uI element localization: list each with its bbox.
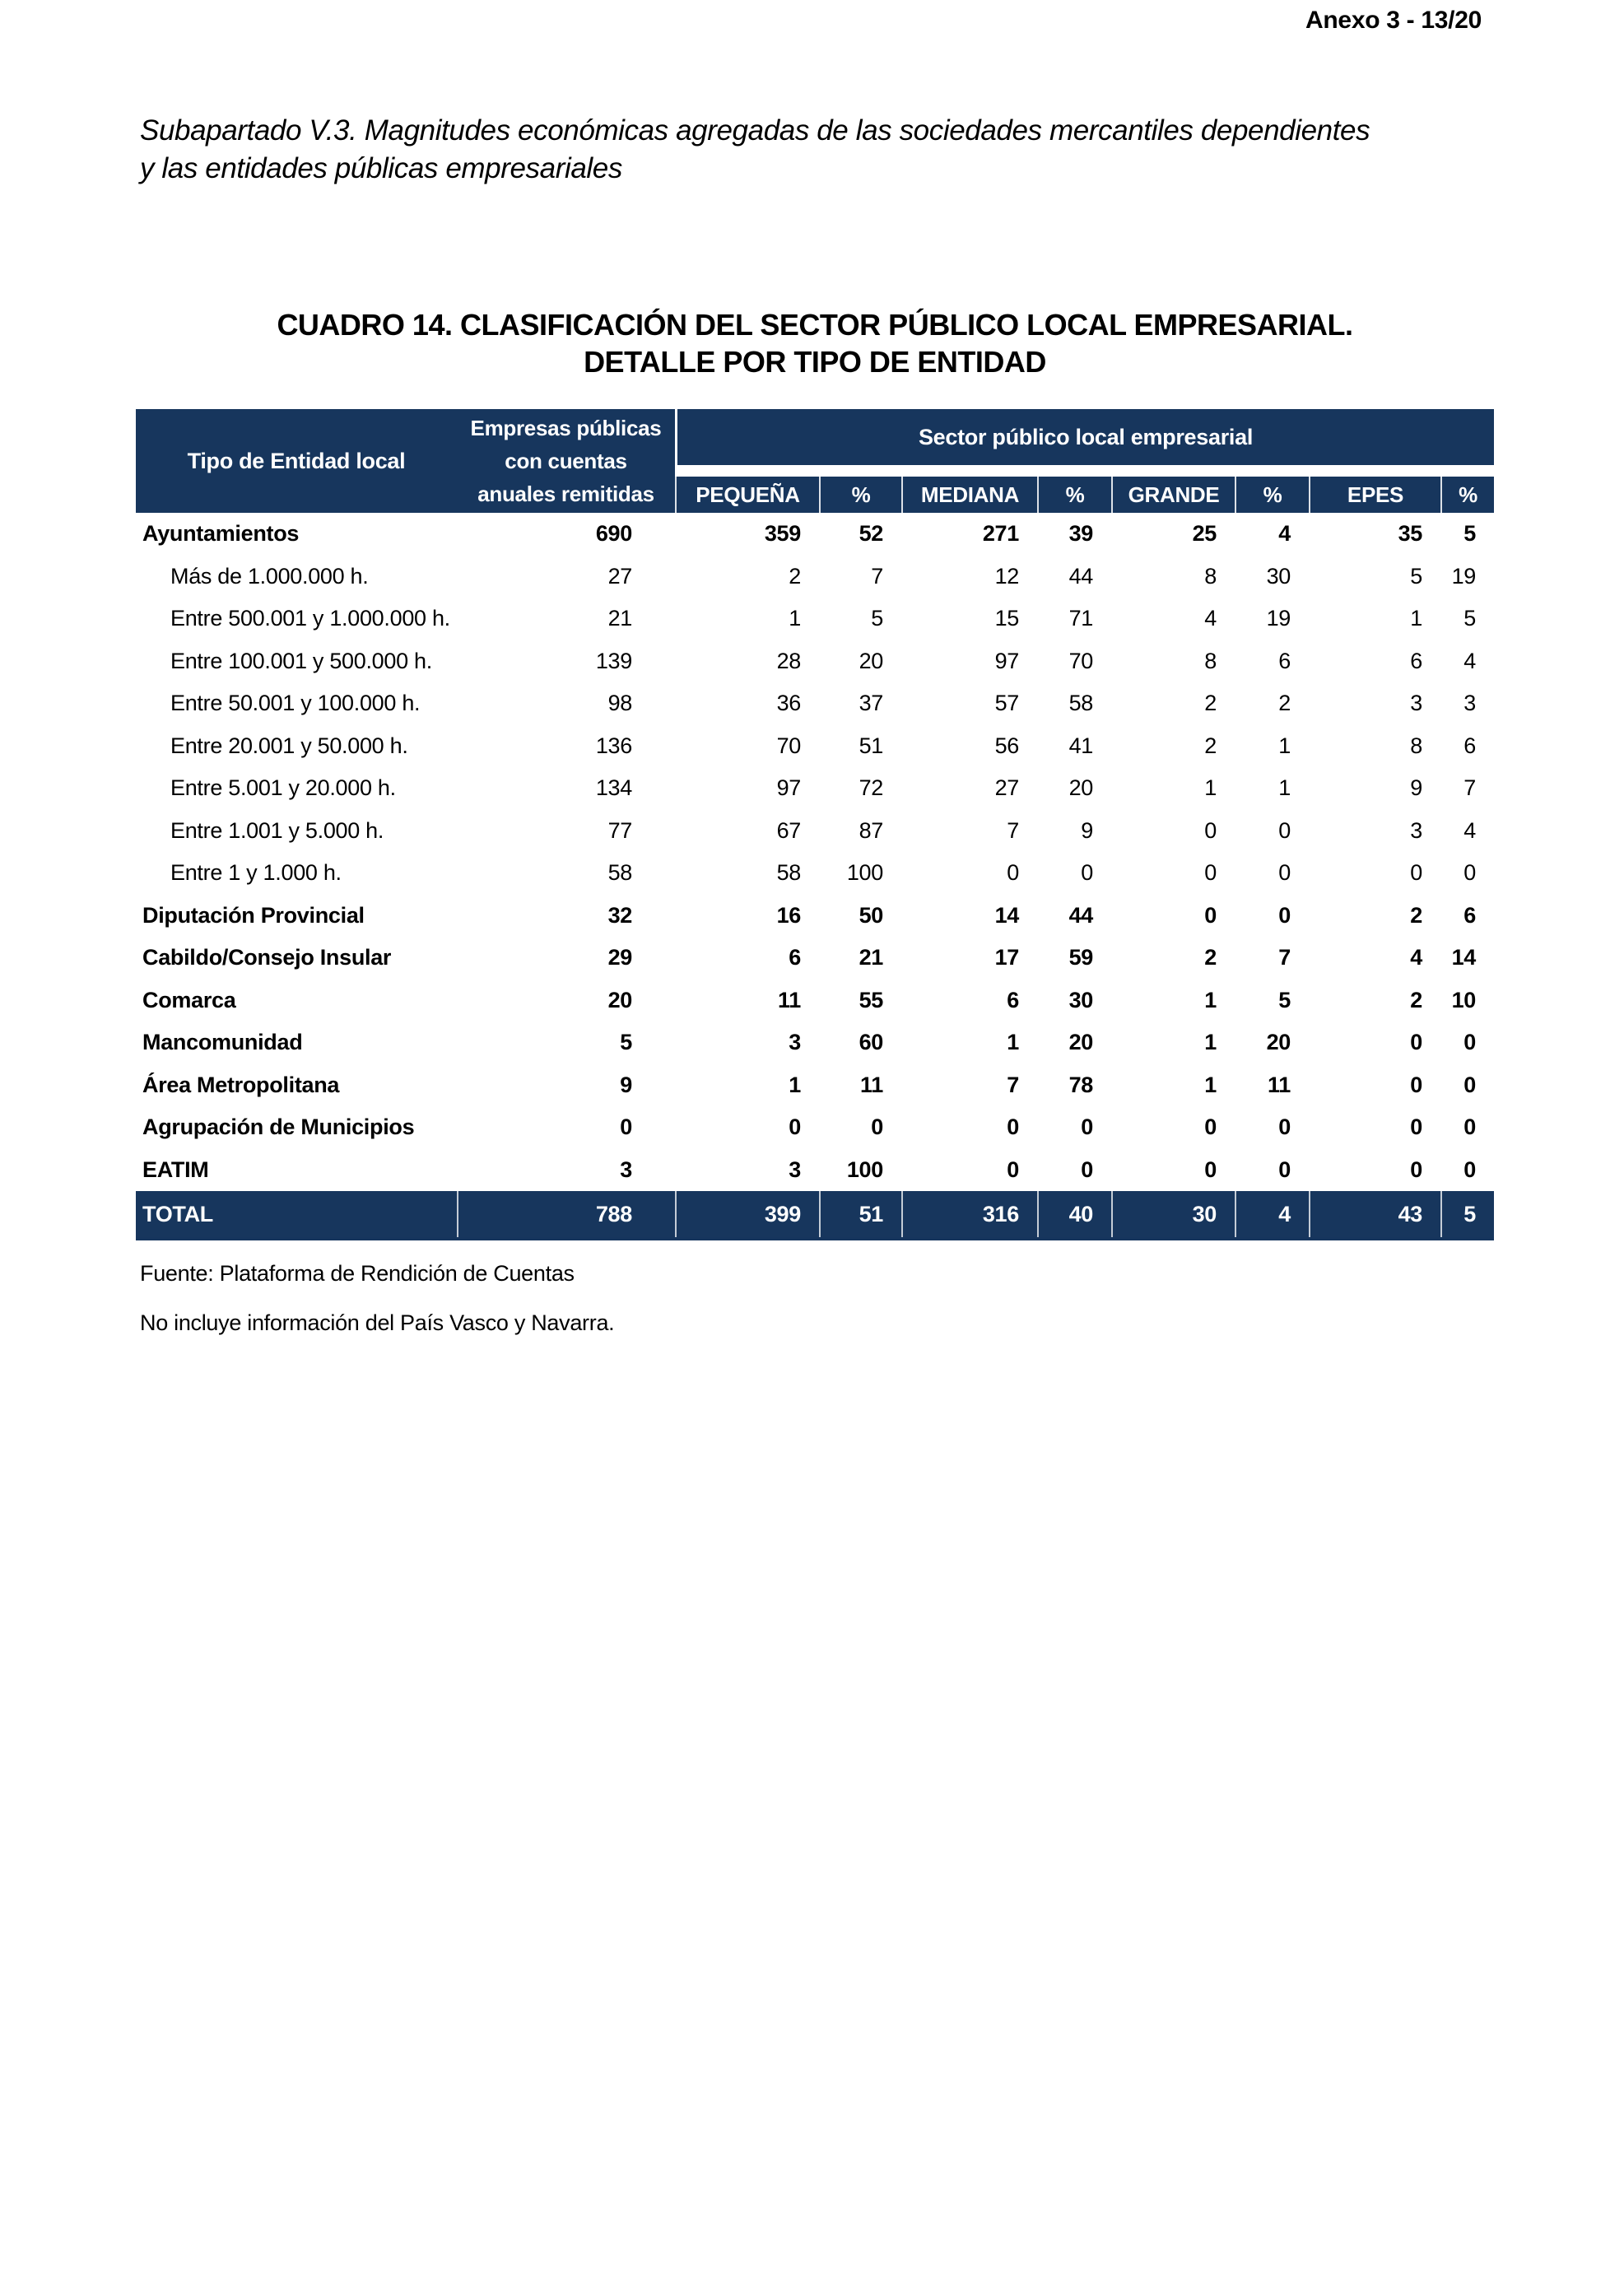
cell-value: 6 xyxy=(1463,902,1476,928)
cell-value: 3 xyxy=(1410,817,1422,843)
row-label: Más de 1.000.000 h. xyxy=(170,563,369,589)
cell-value: 78 xyxy=(1068,1072,1093,1097)
cell-value: 44 xyxy=(1068,563,1093,589)
cell-value: 0 xyxy=(1204,860,1217,886)
cell-value: 3 xyxy=(789,1156,801,1182)
table-row xyxy=(136,1106,1494,1149)
cell-value: 2 xyxy=(1278,691,1291,716)
cell-value: 1 xyxy=(1410,606,1422,631)
table-title-line2: DETALLE POR TIPO DE ENTIDAD xyxy=(584,345,1046,379)
column-header-pequena: PEQUEÑA xyxy=(675,477,819,513)
cell-value: 44 xyxy=(1068,902,1093,928)
cell-value: 6 xyxy=(1463,733,1476,758)
table-title-line1: CUADRO 14. CLASIFICACIÓN DEL SECTOR PÚBLICO LOCAL EMPRESARIAL. xyxy=(277,308,1353,342)
cell-value: 20 xyxy=(1266,1030,1291,1055)
row-label: Entre 500.001 y 1.000.000 h. xyxy=(170,606,450,631)
total-value: 788 xyxy=(457,1191,675,1237)
cell-value: 3 xyxy=(1463,691,1476,716)
table-row xyxy=(136,937,1494,980)
cell-value: 1 xyxy=(1278,733,1291,758)
cell-value: 25 xyxy=(1192,521,1217,547)
column-header-pequena-pct: % xyxy=(819,477,901,513)
cell-value: 1 xyxy=(1007,1030,1019,1055)
cell-value: 100 xyxy=(846,860,883,886)
cell-value: 19 xyxy=(1451,563,1476,589)
table-row xyxy=(136,598,1494,640)
cell-value: 0 xyxy=(1278,1156,1291,1182)
cell-value: 7 xyxy=(1007,817,1019,843)
row-label: Cabildo/Consejo Insular xyxy=(142,945,392,970)
cell-value: 32 xyxy=(607,902,632,928)
cell-value: 2 xyxy=(789,563,801,589)
cell-value: 7 xyxy=(1007,1072,1019,1097)
scope-note: No incluye información del País Vasco y Navarra. xyxy=(140,1310,615,1335)
cell-value: 359 xyxy=(764,521,801,547)
row-label: Entre 50.001 y 100.000 h. xyxy=(170,691,421,716)
cell-value: 12 xyxy=(994,563,1019,589)
cell-value: 0 xyxy=(1410,860,1422,886)
column-header-entity-type: Tipo de Entidad local xyxy=(136,409,457,513)
table-row xyxy=(136,895,1494,938)
cell-value: 97 xyxy=(776,775,801,801)
table-row xyxy=(136,1022,1494,1064)
table-row xyxy=(136,1149,1494,1192)
cell-value: 0 xyxy=(1463,860,1476,886)
source-note: Fuente: Plataforma de Rendición de Cuentas xyxy=(140,1261,575,1286)
cell-value: 7 xyxy=(1463,775,1476,801)
row-label: Comarca xyxy=(142,987,236,1012)
column-header-epes: EPES xyxy=(1309,477,1440,513)
row-label: Diputación Provincial xyxy=(142,902,365,928)
total-value: 43 xyxy=(1309,1191,1440,1237)
column-header-grande: GRANDE xyxy=(1111,477,1235,513)
group-header-sector: Sector público local empresarial xyxy=(675,409,1494,465)
cell-value: 11 xyxy=(778,987,801,1012)
table-row xyxy=(136,852,1494,895)
cell-value: 39 xyxy=(1068,521,1093,547)
table-body xyxy=(136,513,1494,1191)
cell-value: 4 xyxy=(1278,521,1291,547)
cell-value: 3 xyxy=(620,1156,632,1182)
cell-value: 1 xyxy=(789,1072,801,1097)
cell-value: 100 xyxy=(846,1156,883,1182)
cell-value: 9 xyxy=(1410,775,1422,801)
cell-value: 0 xyxy=(1278,860,1291,886)
cell-value: 58 xyxy=(776,860,801,886)
cell-value: 0 xyxy=(1007,1156,1019,1182)
total-value: 399 xyxy=(675,1191,819,1237)
cell-value: 30 xyxy=(1266,563,1291,589)
cell-value: 72 xyxy=(859,775,883,801)
cell-value: 9 xyxy=(620,1072,632,1097)
cell-value: 5 xyxy=(1278,987,1291,1012)
cell-value: 59 xyxy=(1068,945,1093,970)
cell-value: 0 xyxy=(1463,1156,1476,1182)
table-row xyxy=(136,682,1494,725)
row-label: Entre 1.001 y 5.000 h. xyxy=(170,817,384,843)
row-label: Agrupación de Municipios xyxy=(142,1115,415,1140)
cell-value: 1 xyxy=(1204,775,1217,801)
cell-value: 0 xyxy=(1463,1030,1476,1055)
table-total-row xyxy=(136,1191,1494,1240)
cell-value: 4 xyxy=(1410,945,1422,970)
cell-value: 3 xyxy=(1410,691,1422,716)
row-label: Entre 1 y 1.000 h. xyxy=(170,860,342,886)
cell-value: 20 xyxy=(1068,1030,1093,1055)
cell-value: 0 xyxy=(1204,1115,1217,1140)
header-divider xyxy=(675,465,1494,477)
table-row xyxy=(136,810,1494,853)
cell-value: 28 xyxy=(776,648,801,673)
cell-value: 71 xyxy=(1068,606,1093,631)
cell-value: 37 xyxy=(859,691,883,716)
cell-value: 0 xyxy=(1410,1115,1422,1140)
cell-value: 1 xyxy=(1204,1030,1217,1055)
cell-value: 19 xyxy=(1266,606,1291,631)
cell-value: 21 xyxy=(607,606,632,631)
cell-value: 0 xyxy=(1081,1156,1093,1182)
cell-value: 0 xyxy=(1204,817,1217,843)
cell-value: 2 xyxy=(1204,691,1217,716)
total-value: 30 xyxy=(1111,1191,1235,1237)
cell-value: 134 xyxy=(595,775,632,801)
cell-value: 58 xyxy=(607,860,632,886)
table-row xyxy=(136,640,1494,683)
cell-value: 4 xyxy=(1204,606,1217,631)
cell-value: 139 xyxy=(595,648,632,673)
cell-value: 67 xyxy=(776,817,801,843)
cell-value: 8 xyxy=(1204,648,1217,673)
table-row xyxy=(136,513,1494,556)
cell-value: 0 xyxy=(1204,902,1217,928)
cell-value: 14 xyxy=(1451,945,1476,970)
cell-value: 11 xyxy=(860,1072,883,1097)
total-value: 4 xyxy=(1235,1191,1309,1237)
cell-value: 57 xyxy=(994,691,1019,716)
table-row xyxy=(136,1064,1494,1107)
cell-value: 20 xyxy=(1068,775,1093,801)
column-header-grande-pct: % xyxy=(1235,477,1309,513)
cell-value: 4 xyxy=(1463,648,1476,673)
cell-value: 98 xyxy=(607,691,632,716)
cell-value: 0 xyxy=(1081,1115,1093,1140)
cell-value: 27 xyxy=(994,775,1019,801)
section-subtitle-line1: Subapartado V.3. Magnitudes económicas agregadas de las sociedades mercantiles dependientes xyxy=(140,114,1370,147)
cell-value: 2 xyxy=(1410,902,1422,928)
cell-value: 20 xyxy=(859,648,883,673)
cell-value: 50 xyxy=(859,902,883,928)
cell-value: 0 xyxy=(1410,1156,1422,1182)
cell-value: 136 xyxy=(595,733,632,758)
cell-value: 20 xyxy=(607,987,632,1012)
row-label: Ayuntamientos xyxy=(142,521,300,547)
cell-value: 16 xyxy=(776,902,801,928)
cell-value: 77 xyxy=(607,817,632,843)
cell-value: 30 xyxy=(1068,987,1093,1012)
cell-value: 70 xyxy=(1068,648,1093,673)
cell-value: 271 xyxy=(982,521,1019,547)
cell-value: 56 xyxy=(994,733,1019,758)
cell-value: 55 xyxy=(859,987,883,1012)
cell-value: 0 xyxy=(1204,1156,1217,1182)
cell-value: 5 xyxy=(1463,606,1476,631)
column-header-epes-pct: % xyxy=(1440,477,1494,513)
section-subtitle-line2: y las entidades públicas empresariales xyxy=(140,152,622,185)
cell-value: 2 xyxy=(1410,987,1422,1012)
cell-value: 29 xyxy=(607,945,632,970)
cell-value: 3 xyxy=(789,1030,801,1055)
cell-value: 6 xyxy=(1410,648,1422,673)
cell-value: 11 xyxy=(1268,1072,1291,1097)
table-row xyxy=(136,980,1494,1022)
total-label: TOTAL xyxy=(142,1201,213,1226)
row-label: Entre 100.001 y 500.000 h. xyxy=(170,648,432,673)
cell-value: 60 xyxy=(859,1030,883,1055)
cell-value: 5 xyxy=(620,1030,632,1055)
cell-value: 51 xyxy=(859,733,883,758)
total-value: 40 xyxy=(1037,1191,1111,1237)
total-value: 51 xyxy=(819,1191,901,1237)
cell-value: 27 xyxy=(607,563,632,589)
table-row xyxy=(136,767,1494,810)
column-header-mediana-pct: % xyxy=(1037,477,1111,513)
cell-value: 6 xyxy=(1007,987,1019,1012)
row-label: Área Metropolitana xyxy=(142,1072,340,1097)
cell-value: 1 xyxy=(1204,1072,1217,1097)
cell-value: 70 xyxy=(776,733,801,758)
column-header-remitted-accounts: Empresas públicas con cuentas anuales remitidas xyxy=(457,409,675,513)
cell-value: 0 xyxy=(1278,1115,1291,1140)
cell-value: 5 xyxy=(1410,563,1422,589)
cell-value: 58 xyxy=(1068,691,1093,716)
cell-value: 0 xyxy=(1463,1115,1476,1140)
cell-value: 0 xyxy=(1410,1030,1422,1055)
cell-value: 690 xyxy=(595,521,632,547)
cell-value: 2 xyxy=(1204,733,1217,758)
cell-value: 7 xyxy=(871,563,883,589)
row-label: Entre 20.001 y 50.000 h. xyxy=(170,733,408,758)
cell-value: 5 xyxy=(1463,521,1476,547)
cell-value: 0 xyxy=(1278,817,1291,843)
cell-value: 35 xyxy=(1398,521,1422,547)
cell-value: 6 xyxy=(789,945,801,970)
section-subtitle xyxy=(140,112,1523,188)
cell-value: 5 xyxy=(871,606,883,631)
cell-value: 9 xyxy=(1081,817,1093,843)
row-label: Mancomunidad xyxy=(142,1030,303,1055)
table-row xyxy=(136,725,1494,768)
cell-value: 97 xyxy=(994,648,1019,673)
data-table xyxy=(136,409,1494,1240)
cell-value: 21 xyxy=(859,945,883,970)
cell-value: 0 xyxy=(1007,1115,1019,1140)
total-value: 316 xyxy=(901,1191,1037,1237)
cell-value: 14 xyxy=(994,902,1019,928)
cell-value: 87 xyxy=(859,817,883,843)
cell-value: 6 xyxy=(1278,648,1291,673)
cell-value: 1 xyxy=(789,606,801,631)
cell-value: 0 xyxy=(871,1115,883,1140)
cell-value: 1 xyxy=(1278,775,1291,801)
cell-value: 17 xyxy=(994,945,1019,970)
cell-value: 7 xyxy=(1278,945,1291,970)
cell-value: 36 xyxy=(776,691,801,716)
table-header xyxy=(136,409,1494,513)
table-title xyxy=(136,306,1494,380)
table-row xyxy=(136,556,1494,598)
cell-value: 15 xyxy=(994,606,1019,631)
row-label: EATIM xyxy=(142,1156,209,1182)
cell-value: 0 xyxy=(1463,1072,1476,1097)
page-number: Anexo 3 - 13/20 xyxy=(1305,7,1482,34)
cell-value: 0 xyxy=(620,1115,632,1140)
cell-value: 0 xyxy=(1081,860,1093,886)
column-header-mediana: MEDIANA xyxy=(901,477,1037,513)
cell-value: 10 xyxy=(1451,987,1476,1012)
cell-value: 0 xyxy=(1410,1072,1422,1097)
cell-value: 2 xyxy=(1204,945,1217,970)
cell-value: 0 xyxy=(1278,902,1291,928)
cell-value: 52 xyxy=(859,521,883,547)
cell-value: 41 xyxy=(1068,733,1093,758)
total-value: 5 xyxy=(1440,1191,1494,1237)
cell-value: 1 xyxy=(1204,987,1217,1012)
cell-value: 0 xyxy=(789,1115,801,1140)
cell-value: 4 xyxy=(1463,817,1476,843)
row-label: Entre 5.001 y 20.000 h. xyxy=(170,775,396,801)
cell-value: 8 xyxy=(1410,733,1422,758)
cell-value: 8 xyxy=(1204,563,1217,589)
cell-value: 0 xyxy=(1007,860,1019,886)
